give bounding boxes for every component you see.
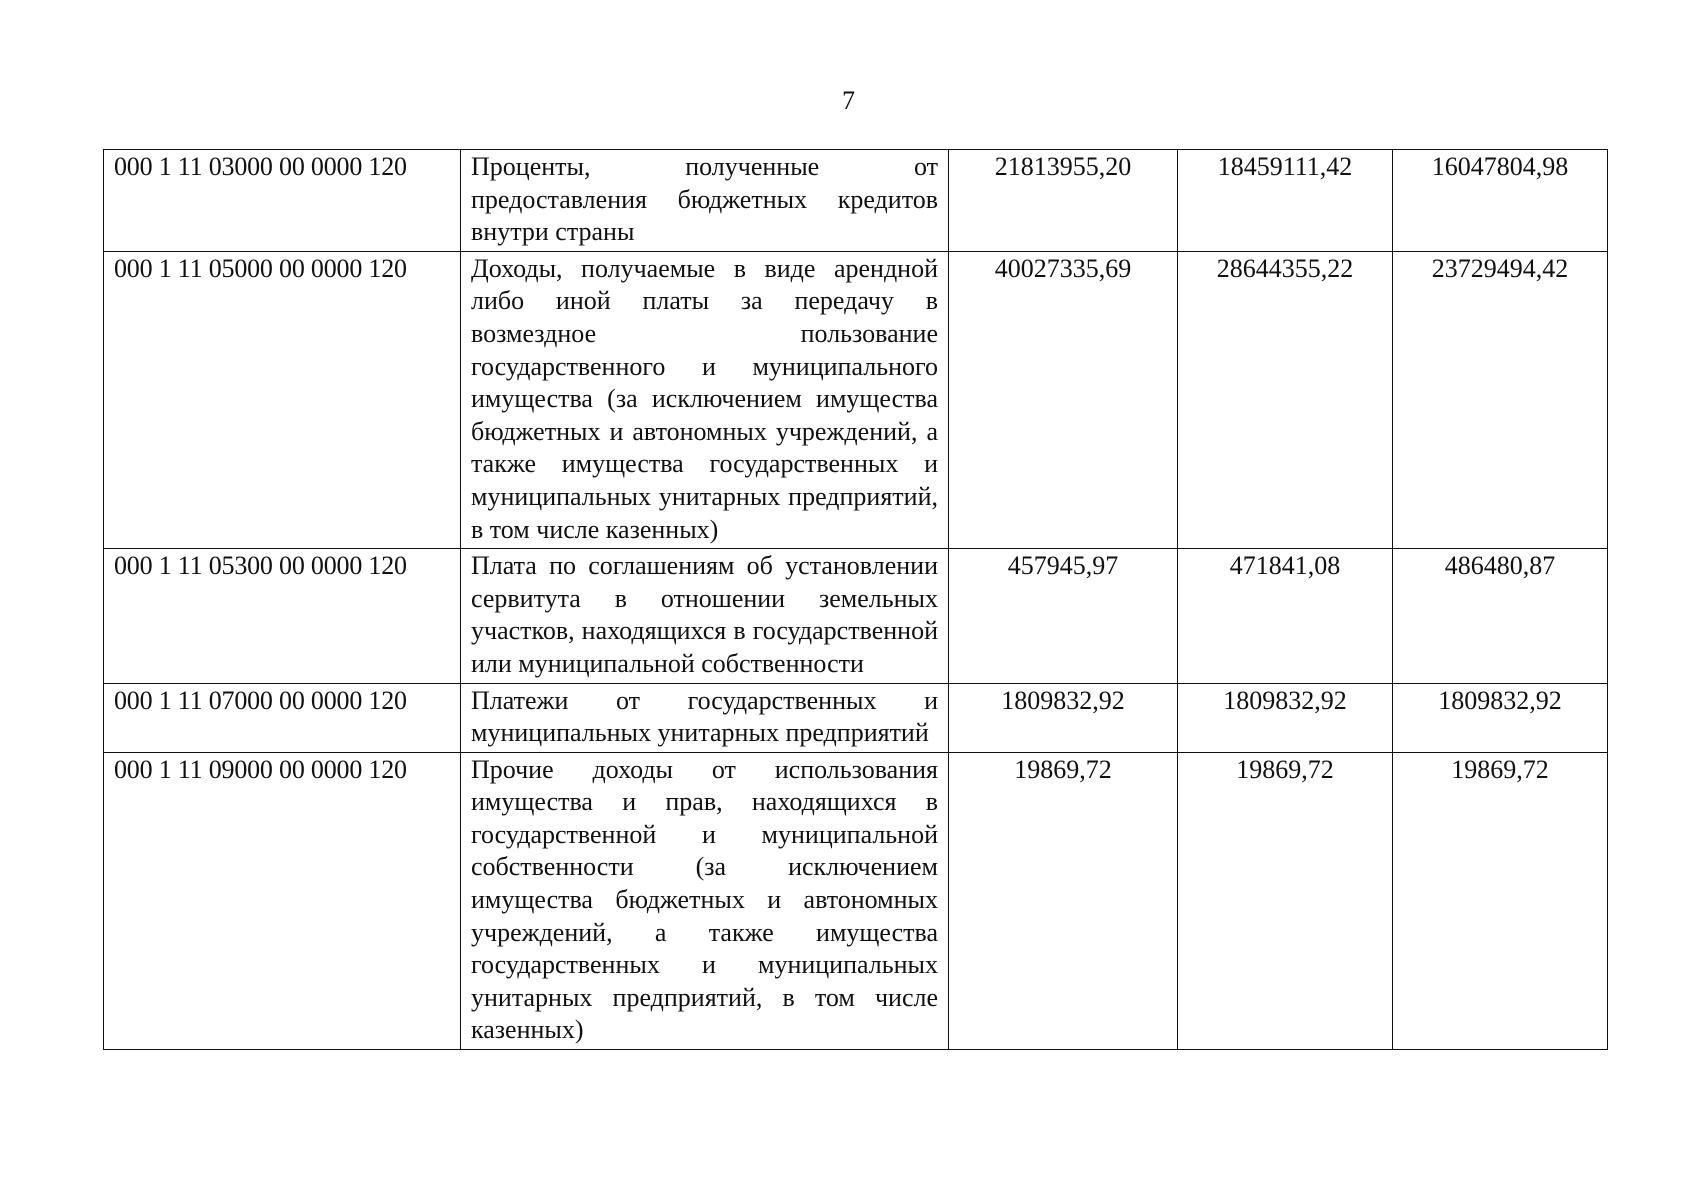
table-row <box>104 683 1608 752</box>
value-year-3-cell: 19869,72 <box>1393 752 1608 1049</box>
table-row <box>104 150 1608 252</box>
value-year-2-cell: 1809832,92 <box>1178 683 1393 752</box>
value-year-1-cell: 1809832,92 <box>949 683 1178 752</box>
value-year-1-cell: 457945,97 <box>949 549 1178 683</box>
value-year-1-cell: 19869,72 <box>949 752 1178 1049</box>
budget-code-cell: 000 1 11 05300 00 0000 120 <box>104 549 461 683</box>
budget-code-cell: 000 1 11 05000 00 0000 120 <box>104 251 461 548</box>
revenue-name-cell: Прочие доходы от использования имущества и прав, находящихся в государственной и муниципальной собственности (за исключением имущества бюджетных и автономных учреждений, а также имущества государственных и муниципальных унитарных предприятий, в том числе казенных) <box>461 752 949 1049</box>
page-number: 7 <box>842 86 855 115</box>
value-year-1-cell: 21813955,20 <box>949 150 1178 252</box>
budget-code-cell: 000 1 11 03000 00 0000 120 <box>104 150 461 252</box>
value-year-3-cell: 23729494,42 <box>1393 251 1608 548</box>
budget-code-cell: 000 1 11 09000 00 0000 120 <box>104 752 461 1049</box>
revenue-table <box>103 149 1608 1050</box>
value-year-1-cell: 40027335,69 <box>949 251 1178 548</box>
revenue-name-cell: Плата по соглашениям об установлении сервитута в отношении земельных участков, находящихся в государственной или муниципальной собственности <box>461 549 949 683</box>
value-year-3-cell: 1809832,92 <box>1393 683 1608 752</box>
value-year-2-cell: 19869,72 <box>1178 752 1393 1049</box>
value-year-2-cell: 28644355,22 <box>1178 251 1393 548</box>
value-year-3-cell: 16047804,98 <box>1393 150 1608 252</box>
revenue-name-cell: Проценты, полученные от предоставления бюджетных кредитов внутри страны <box>461 150 949 252</box>
budget-code-cell: 000 1 11 07000 00 0000 120 <box>104 683 461 752</box>
value-year-2-cell: 18459111,42 <box>1178 150 1393 252</box>
table-row <box>104 549 1608 683</box>
table-row <box>104 752 1608 1049</box>
value-year-2-cell: 471841,08 <box>1178 549 1393 683</box>
table-row <box>104 251 1608 548</box>
revenue-name-cell: Платежи от государственных и муниципальных унитарных предприятий <box>461 683 949 752</box>
value-year-3-cell: 486480,87 <box>1393 549 1608 683</box>
revenue-name-cell: Доходы, получаемые в виде арендной либо иной платы за передачу в возмездное пользование государственного и муниципального имущества (за исключением имущества бюджетных и автономных учреждений, а также имущества государственных и муниципальных унитарных предприятий, в том числе казенных) <box>461 251 949 548</box>
